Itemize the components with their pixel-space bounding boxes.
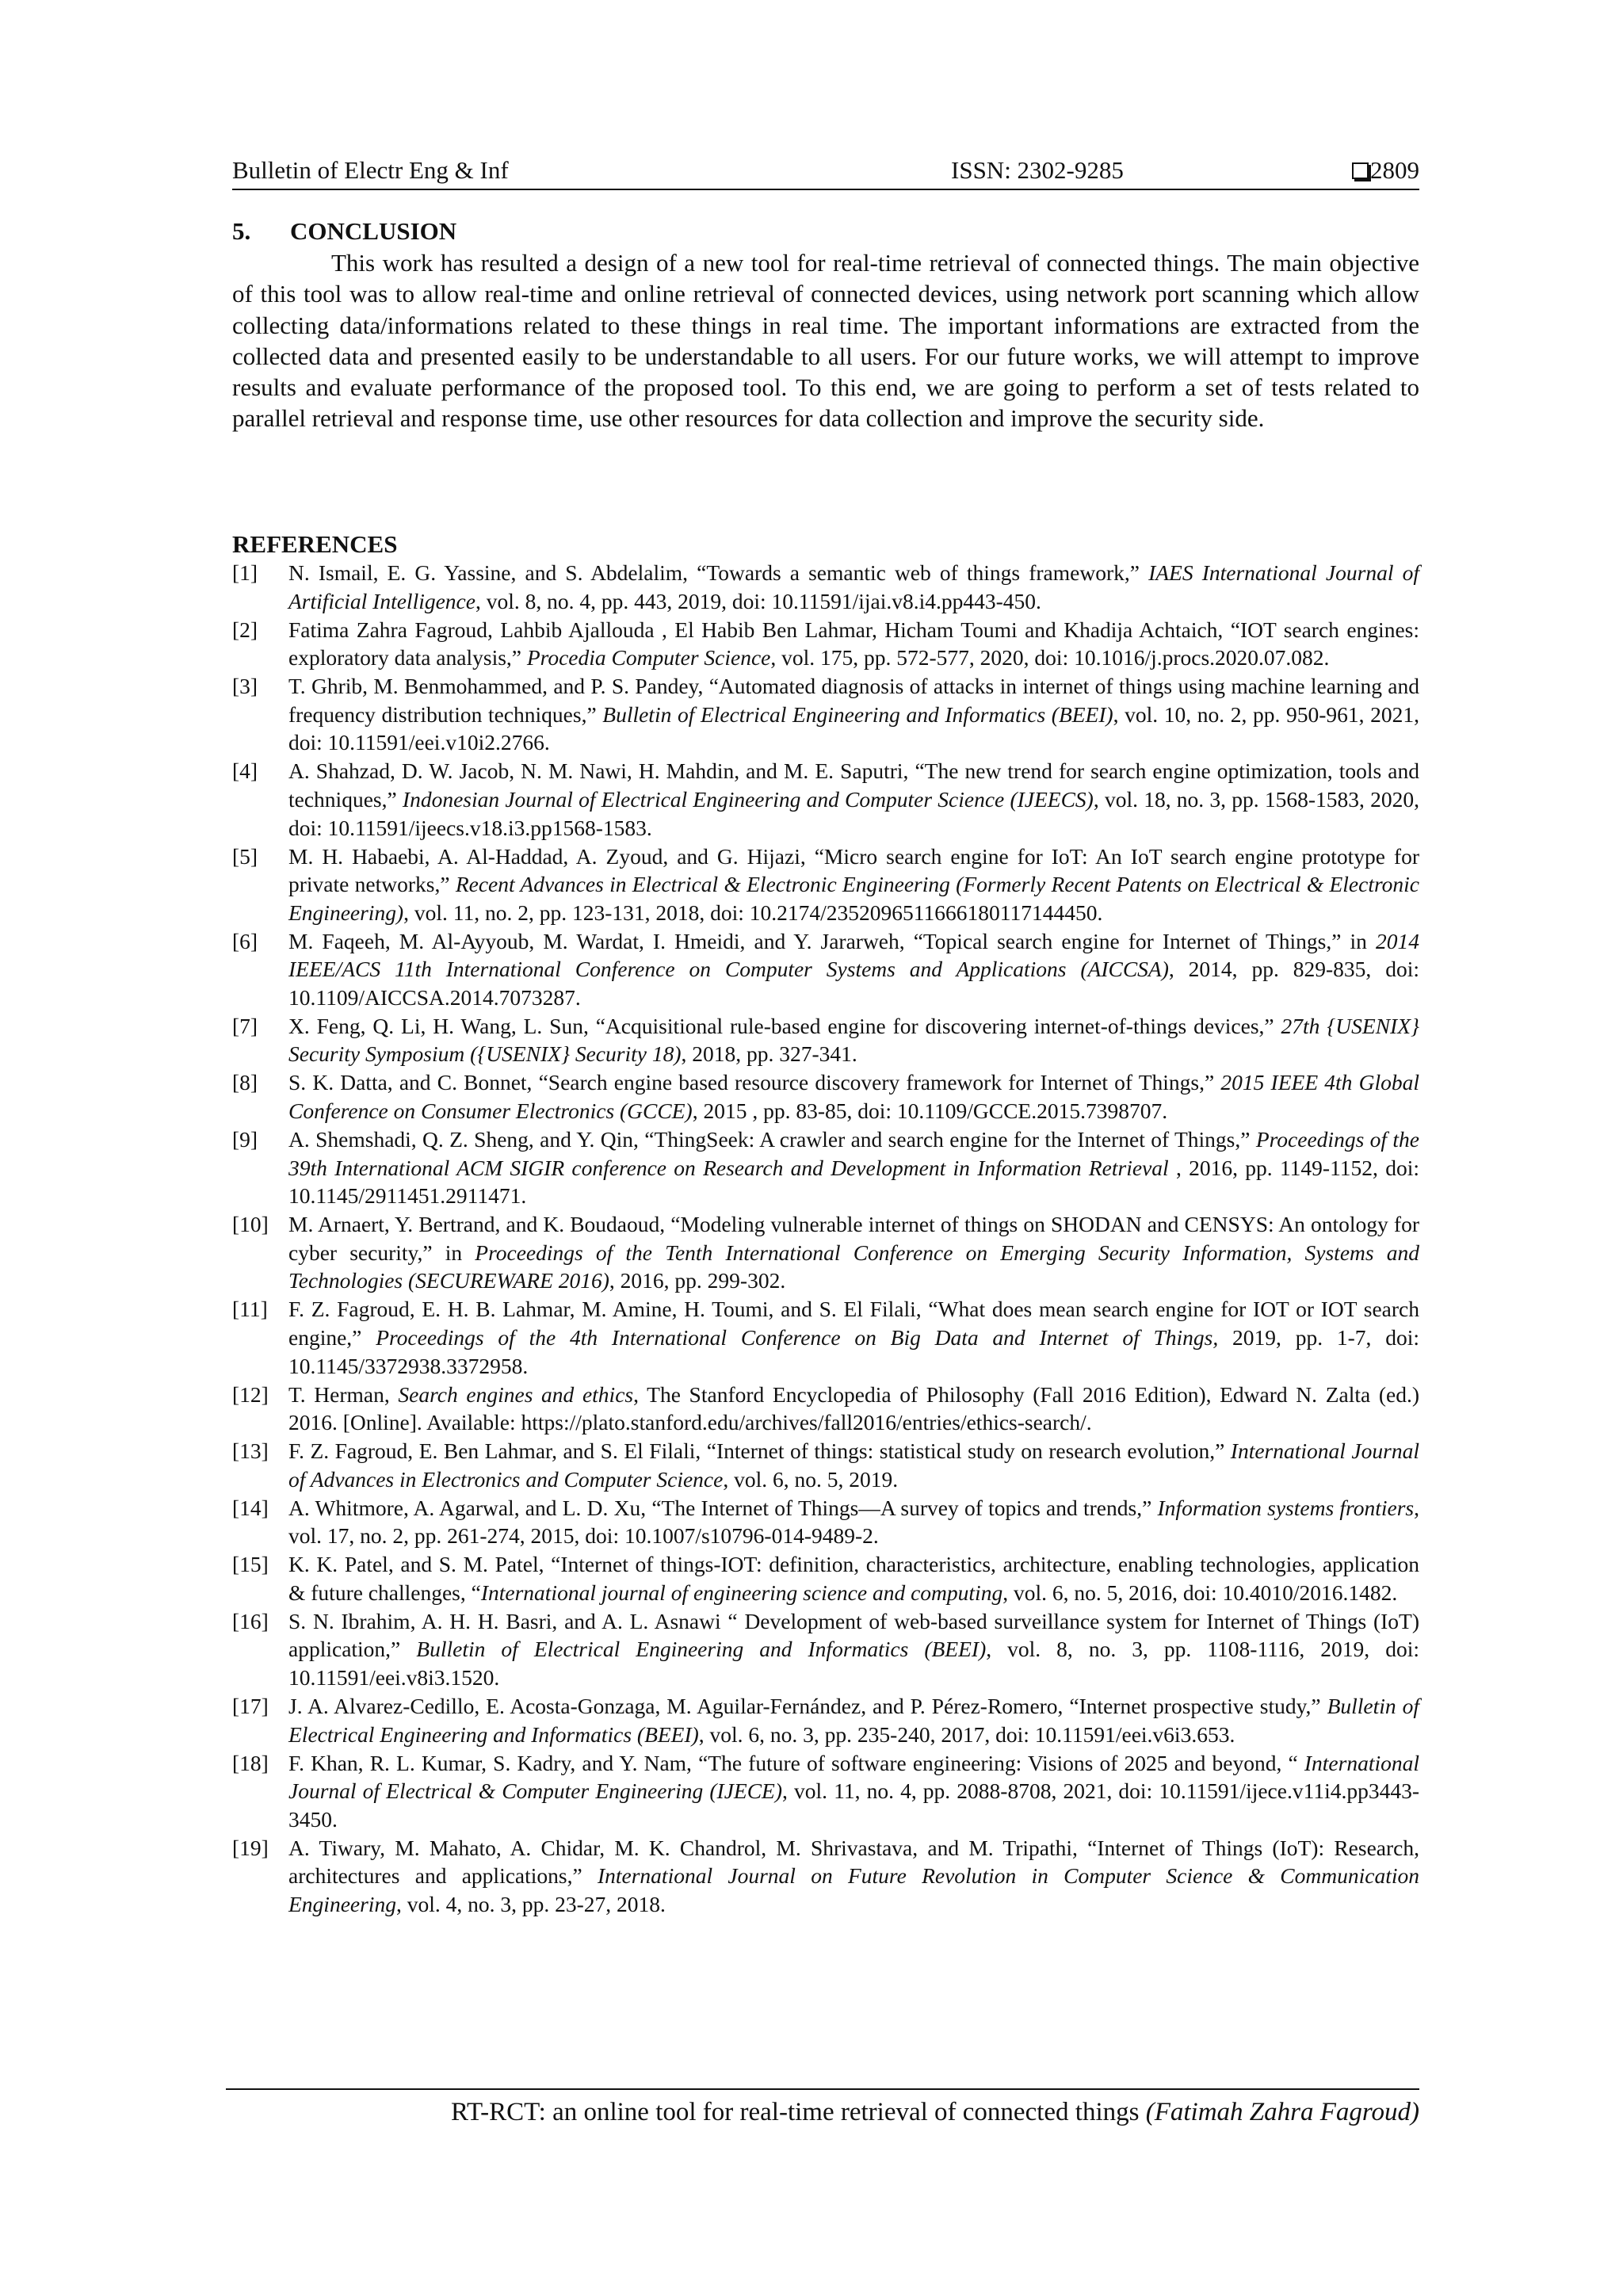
reference-number: [4] xyxy=(232,758,258,784)
reference-venue: International Journal on Future Revolution in Computer Science & Communication Engineering xyxy=(288,1863,1419,1916)
reference-venue: International Journal of Electrical & Computer Engineering (IJECE) xyxy=(288,1750,1419,1804)
section-number: 5. xyxy=(232,217,251,245)
reference-number: [17] xyxy=(232,1694,269,1718)
footer-author: (Fatimah Zahra Fagroud) xyxy=(1145,2098,1419,2126)
reference-authors-title: K. K. Patel, and S. M. Patel, “Internet of things-IOT: definition, characteristics, architecture, enabling technologies, application & future challenges, “ xyxy=(288,1552,1419,1605)
reference-venue: Indonesian Journal of Electrical Engineering and Computer Science (IJEECS) xyxy=(402,786,1094,812)
reference-number: [11] xyxy=(232,1297,268,1322)
reference-venue: 27th {USENIX} Security Symposium ({USENIX} Security 18) xyxy=(288,1013,1419,1067)
reference-number: [6] xyxy=(232,928,258,953)
reference-authors-title: A. Whitmore, A. Agarwal, and L. D. Xu, “The Internet of Things—A survey of topics and trends,” xyxy=(288,1495,1158,1520)
square-icon xyxy=(1352,162,1369,179)
reference-authors-title: A. Shemshadi, Q. Z. Sheng, and Y. Qin, “ThingSeek: A crawler and search engine for the Internet of Things,” xyxy=(288,1127,1256,1152)
conclusion-paragraph: This work has resulted a design of a new tool for real-time retrieval of connected things. The main objective of this tool was to allow real-time and online retrieval of connected devices, using network port scanning which allow collecting data/informations related to these things in real time. The important informations are extracted from the collected data and presented easily to be understandable to all users. For our future works, we will attempt to improve results and evaluate performance of the proposed tool. To this end, we are going to perform a set of tests related to parallel retrieval and response time, use other resources for data collection and improve the security side. xyxy=(232,249,1419,433)
reference-details: , 2014, pp. 829-835, doi: 10.1109/AICCSA.2014.7073287. xyxy=(288,957,1419,1010)
reference-text xyxy=(288,1834,1419,1919)
reference-authors-title: M. H. Habaebi, A. Al-Haddad, A. Zyoud, and G. Hijazi, “Micro search engine for IoT: An IoT search engine prototype for private networks,” xyxy=(288,843,1419,897)
reference-text xyxy=(288,842,1419,927)
reference-number: [9] xyxy=(232,1127,258,1152)
reference-list xyxy=(232,559,1419,1919)
reference-authors-title: A. Shahzad, D. W. Jacob, N. M. Nawi, H. Mahdin, and M. E. Saputri, “The new trend for search engine optimization, tools and techniques,” xyxy=(288,758,1419,812)
reference-item xyxy=(232,672,1419,757)
reference-item xyxy=(232,757,1419,842)
reference-text xyxy=(288,559,1419,615)
reference-text xyxy=(288,1749,1419,1834)
reference-authors-title: Fatima Zahra Fagroud, Lahbib Ajallouda , El Habib Ben Lahmar, Hicham Toumi and Khadija Achtaich, “IOT search engines: exploratory data analysis,” xyxy=(288,617,1419,670)
reference-details: , 2018, pp. 327-341. xyxy=(681,1041,857,1067)
reference-item xyxy=(232,1437,1419,1493)
reference-item xyxy=(232,559,1419,615)
running-header xyxy=(232,152,1419,189)
reference-venue: Information systems frontiers xyxy=(1157,1495,1415,1520)
reference-authors-title: T. Herman, xyxy=(288,1381,399,1407)
reference-item xyxy=(232,1834,1419,1919)
reference-authors-title: J. A. Alvarez-Cedillo, E. Acosta-Gonzaga, M. Aguilar-Fernández, and P. Pérez-Romero, “Internet prospective study,” xyxy=(288,1694,1327,1718)
reference-item xyxy=(232,927,1419,1012)
reference-text xyxy=(288,1068,1419,1125)
reference-number: [16] xyxy=(232,1608,269,1633)
reference-text xyxy=(288,1494,1419,1550)
reference-number: [13] xyxy=(232,1438,269,1464)
reference-text xyxy=(288,1692,1419,1748)
reference-text xyxy=(288,927,1419,1012)
reference-authors-title: F. Z. Fagroud, E. H. B. Lahmar, M. Amine, H. Toumi, and S. El Filali, “What does mean search engine for IOT or IOT search engine,” xyxy=(288,1297,1419,1350)
reference-item xyxy=(232,1295,1419,1380)
reference-number: [7] xyxy=(232,1013,258,1038)
section-title: CONCLUSION xyxy=(290,217,457,245)
reference-details: , vol. 8, no. 3, pp. 1108-1116, 2019, doi: 10.11591/eei.v8i3.1520. xyxy=(288,1637,1419,1690)
reference-item xyxy=(232,1210,1419,1295)
reference-item xyxy=(232,1550,1419,1606)
reference-details: , vol. 11, no. 4, pp. 2088-8708, 2021, doi: 10.11591/ijece.v11i4.pp3443-3450. xyxy=(288,1778,1419,1832)
reference-details: , vol. 6, no. 5, 2016, doi: 10.4010/2016.1482. xyxy=(1002,1580,1398,1605)
reference-authors-title: A. Tiwary, M. Mahato, A. Chidar, M. K. Chandrol, M. Shrivastava, and M. Tripathi, “Internet of Things (IoT): Research, architectures and applications,” xyxy=(288,1835,1419,1889)
reference-text xyxy=(288,1381,1419,1437)
reference-item xyxy=(232,842,1419,927)
reference-venue: Proceedings of the 4th International Conference on Big Data and Internet of Things, xyxy=(376,1324,1219,1350)
footer-title: RT-RCT: an online tool for real-time retrieval of connected things xyxy=(450,2098,1146,2126)
reference-venue: Procedia Computer Science xyxy=(526,645,771,670)
reference-text xyxy=(288,1437,1419,1493)
reference-item xyxy=(232,1607,1419,1692)
reference-item xyxy=(232,1692,1419,1748)
reference-text xyxy=(288,1295,1419,1380)
reference-authors-title: M. Faqeeh, M. Al-Ayyoub, M. Wardat, I. Hmeidi, and Y. Jararweh, “Topical search engine for Internet of Things,” in xyxy=(288,928,1376,953)
reference-details: 2019, pp. 1-7, doi: 10.1145/3372938.3372958. xyxy=(288,1324,1419,1378)
reference-text xyxy=(288,1012,1419,1068)
reference-details: , vol. 11, no. 2, pp. 123-131, 2018, doi: 10.2174/2352096511666180117144450. xyxy=(403,900,1103,925)
reference-details: , The Stanford Encyclopedia of Philosophy (Fall 2016 Edition), Edward N. Zalta (ed.) 2016. [Online]. Available: https://plato.stanford.edu/archives/fall2016/entries/ethics-search/. xyxy=(288,1381,1419,1435)
header-rule xyxy=(232,189,1419,190)
reference-venue: Bulletin of Electrical Engineering and Informatics (BEEI) xyxy=(602,701,1113,727)
reference-number: [8] xyxy=(232,1070,258,1095)
reference-venue: IAES International Journal of Artificial Intelligence xyxy=(288,560,1419,613)
reference-venue: Proceedings of the Tenth International Conference on Emerging Security Information, Systems and Technologies (SECUREWARE 2016) xyxy=(288,1240,1419,1293)
reference-number: [12] xyxy=(232,1381,269,1407)
reference-text xyxy=(288,757,1419,842)
reference-number: [19] xyxy=(232,1835,269,1860)
reference-authors-title: S. N. Ibrahim, A. H. H. Basri, and A. L. Asnawi “ Development of web-based surveillance system for Internet of Things (IoT) application,” xyxy=(288,1608,1419,1662)
reference-item xyxy=(232,1749,1419,1834)
reference-details: , vol. 18, no. 3, pp. 1568-1583, 2020, doi: 10.11591/ijeecs.v18.i3.pp1568-1583. xyxy=(288,786,1419,840)
reference-authors-title: N. Ismail, E. G. Yassine, and S. Abdelalim, “Towards a semantic web of things framework,” xyxy=(288,560,1149,585)
reference-number: [15] xyxy=(232,1552,269,1577)
reference-details: , vol. 175, pp. 572-577, 2020, doi: 10.1016/j.procs.2020.07.082. xyxy=(770,645,1330,670)
page-number-group xyxy=(1352,152,1419,189)
reference-item xyxy=(232,1068,1419,1125)
reference-item xyxy=(232,1494,1419,1550)
reference-text xyxy=(288,1550,1419,1606)
reference-details: , vol. 8, no. 4, pp. 443, 2019, doi: 10.11591/ijai.v8.i4.pp443-450. xyxy=(475,588,1041,613)
footer-rule xyxy=(226,2088,1419,2090)
reference-authors-title: X. Feng, Q. Li, H. Wang, L. Sun, “Acquisitional rule-based engine for discovering internet-of-things devices,” xyxy=(288,1013,1281,1038)
issn: ISSN: 2302-9285 xyxy=(951,156,1124,184)
reference-details: , vol. 17, no. 2, pp. 261-274, 2015, doi: 10.1007/s10796-014-9489-2. xyxy=(288,1495,1419,1549)
journal-name: Bulletin of Electr Eng & Inf xyxy=(232,156,509,184)
reference-venue: 2014 IEEE/ACS 11th International Conference on Computer Systems and Applications (AICCSA) xyxy=(288,928,1419,982)
reference-number: [18] xyxy=(232,1750,269,1775)
section-heading xyxy=(232,216,456,247)
reference-venue: Search engines and ethics xyxy=(398,1381,634,1407)
reference-number: [14] xyxy=(232,1495,269,1520)
reference-details: , 2016, pp. 1149-1152, doi: 10.1145/2911451.2911471. xyxy=(288,1155,1419,1209)
reference-details: , 2015 , pp. 83-85, doi: 10.1109/GCCE.2015.7398707. xyxy=(692,1098,1168,1124)
reference-authors-title: T. Ghrib, M. Benmohammed, and P. S. Pandey, “Automated diagnosis of attacks in internet of things using machine learning and frequency distribution techniques,” xyxy=(288,674,1419,727)
reference-item xyxy=(232,1125,1419,1210)
reference-authors-title: F. Khan, R. L. Kumar, S. Kadry, and Y. Nam, “The future of software engineering: Visions of 2025 and beyond, “ xyxy=(288,1750,1304,1775)
reference-number: [3] xyxy=(232,674,258,699)
reference-authors-title: S. K. Datta, and C. Bonnet, “Search engine based resource discovery framework for Internet of Things,” xyxy=(288,1070,1221,1095)
reference-venue: Bulletin of Electrical Engineering and Informatics (BEEI) xyxy=(288,1694,1419,1747)
reference-venue: International journal of engineering science and computing xyxy=(480,1580,1003,1605)
reference-authors-title: M. Arnaert, Y. Bertrand, and K. Boudaoud, “Modeling vulnerable internet of things on SHODAN and CENSYS: An ontology for cyber security,” in xyxy=(288,1212,1419,1265)
reference-venue: Bulletin of Electrical Engineering and Informatics (BEEI) xyxy=(416,1637,987,1662)
reference-details: , vol. 10, no. 2, pp. 950-961, 2021, doi: 10.11591/eei.v10i2.2766. xyxy=(288,701,1419,755)
reference-item xyxy=(232,1381,1419,1437)
references-heading: REFERENCES xyxy=(232,530,398,558)
reference-text xyxy=(288,672,1419,757)
reference-venue: Recent Advances in Electrical & Electronic Engineering (Formerly Recent Patents on Electrical & Electronic Engineering) xyxy=(288,872,1420,925)
reference-number: [2] xyxy=(232,617,258,642)
page-number: 2809 xyxy=(1370,156,1419,184)
reference-details: , vol. 6, no. 3, pp. 235-240, 2017, doi: 10.11591/eei.v6i3.653. xyxy=(698,1721,1235,1747)
reference-venue: Proceedings of the 39th International ACM SIGIR conference on Research and Development in Information Retrieval xyxy=(288,1127,1419,1180)
reference-venue: 2015 IEEE 4th Global Conference on Consumer Electronics (GCCE) xyxy=(288,1070,1419,1124)
reference-text xyxy=(288,1210,1419,1295)
reference-venue: International Journal of Advances in Electronics and Computer Science xyxy=(288,1438,1419,1492)
reference-text xyxy=(288,1607,1419,1692)
reference-number: [5] xyxy=(232,843,258,869)
reference-details: , 2016, pp. 299-302. xyxy=(609,1268,786,1293)
reference-details: , vol. 6, no. 5, 2019. xyxy=(723,1466,899,1492)
reference-text xyxy=(288,616,1419,672)
reference-text xyxy=(288,1125,1419,1210)
running-footer xyxy=(451,2094,1419,2130)
reference-number: [1] xyxy=(232,560,258,585)
reference-item xyxy=(232,616,1419,672)
reference-number: [10] xyxy=(232,1212,269,1237)
reference-item xyxy=(232,1012,1419,1068)
reference-details: , vol. 4, no. 3, pp. 23-27, 2018. xyxy=(395,1891,666,1916)
reference-authors-title: F. Z. Fagroud, E. Ben Lahmar, and S. El Filali, “Internet of things: statistical study on research evolution,” xyxy=(288,1438,1231,1464)
